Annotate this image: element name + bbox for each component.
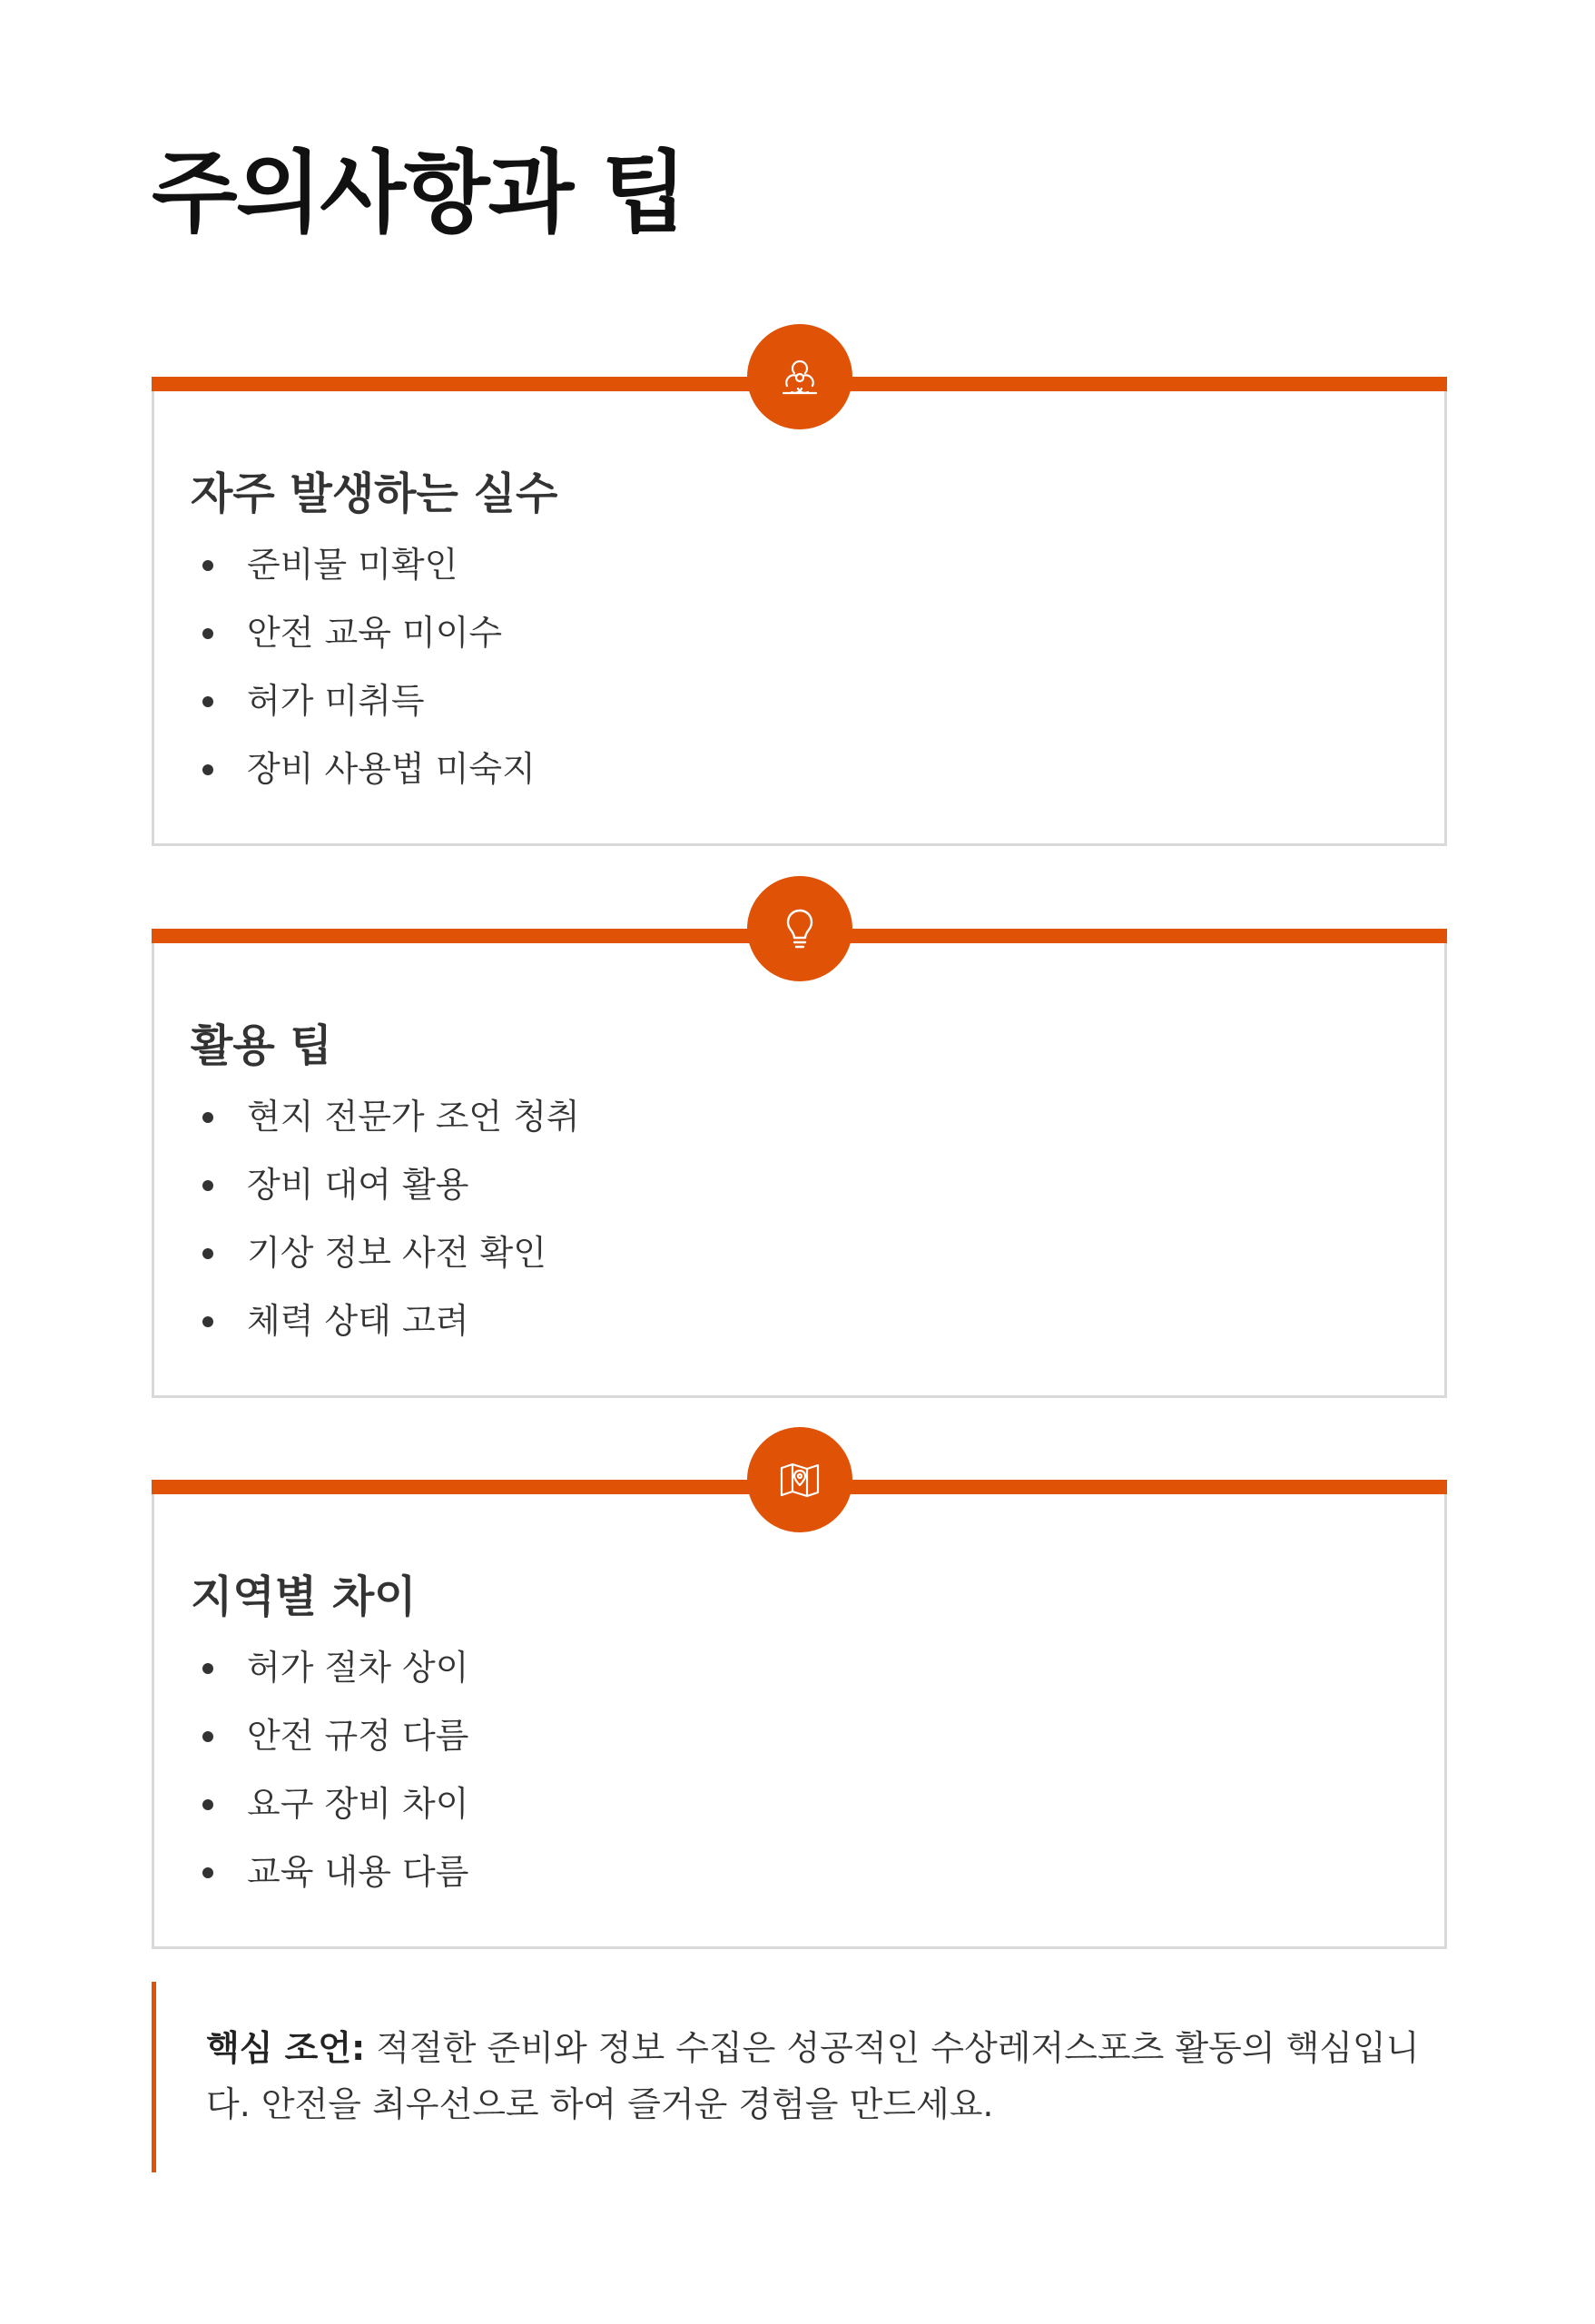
list-item-text: 안전 규정 다름 — [247, 1716, 469, 1756]
list-item-text: 허가 절차 상이 — [247, 1648, 469, 1688]
list-item — [191, 1702, 468, 1770]
bullet — [202, 1663, 213, 1674]
list-item — [191, 735, 536, 803]
list-item-text: 체력 상태 고려 — [247, 1301, 469, 1341]
bullet — [202, 696, 213, 707]
card-title: 활용 팁 — [191, 1020, 332, 1071]
bullet — [202, 1248, 213, 1259]
page-title: 주의사항과 팁 — [152, 142, 686, 245]
list-item — [191, 1287, 580, 1355]
bullet — [202, 1731, 213, 1742]
list-item — [191, 599, 536, 667]
list-item — [191, 531, 536, 599]
list-item — [191, 667, 536, 735]
callout-text — [206, 2020, 1429, 2132]
card-usage-tips — [152, 929, 1447, 1398]
list-item-text: 장비 대여 활용 — [247, 1165, 469, 1205]
bullet — [202, 1316, 213, 1327]
card-list — [191, 1634, 468, 1906]
list-item-text: 현지 전문가 조언 청취 — [247, 1097, 580, 1137]
bullet — [202, 1112, 213, 1123]
list-item-text: 안전 교육 미이수 — [247, 613, 503, 653]
list-item-text: 요구 장비 차이 — [247, 1784, 469, 1824]
list-item — [191, 1770, 468, 1838]
bullet — [202, 764, 213, 775]
map-pin-icon — [776, 1456, 823, 1503]
biohazard-icon — [776, 353, 823, 400]
card-title: 지역별 차이 — [191, 1571, 417, 1622]
card-title: 자주 발생하는 실수 — [191, 468, 558, 519]
list-item — [191, 1219, 580, 1287]
list-item-text: 준비물 미확인 — [247, 545, 458, 585]
list-item-text: 교육 내용 다름 — [247, 1852, 469, 1892]
card-badge — [747, 324, 852, 429]
bullet — [202, 560, 213, 571]
bullet — [202, 628, 213, 639]
bullet — [202, 1180, 213, 1191]
list-item — [191, 1838, 468, 1906]
card-common-mistakes — [152, 377, 1447, 846]
bullet — [202, 1867, 213, 1878]
list-item — [191, 1083, 580, 1151]
list-item-text: 기상 정보 사전 확인 — [247, 1233, 546, 1273]
list-item-text: 허가 미취득 — [247, 681, 425, 721]
list-item-text: 장비 사용법 미숙지 — [247, 749, 536, 789]
card-list — [191, 531, 536, 803]
key-advice-callout — [152, 1982, 1447, 2172]
list-item — [191, 1634, 468, 1702]
list-item — [191, 1151, 580, 1219]
card-list — [191, 1083, 580, 1355]
bullet — [202, 1799, 213, 1810]
lightbulb-icon — [776, 905, 823, 952]
callout-label: 핵심 조언: — [206, 2028, 366, 2068]
card-badge — [747, 876, 852, 981]
callout-body: 적절한 준비와 정보 수집은 성공적인 수상레저스포츠 활동의 핵심입니다. 안전을 최우선으로 하여 즐거운 경험을 만드세요. — [206, 2028, 1420, 2124]
card-regional-differences — [152, 1480, 1447, 1949]
card-badge — [747, 1427, 852, 1532]
